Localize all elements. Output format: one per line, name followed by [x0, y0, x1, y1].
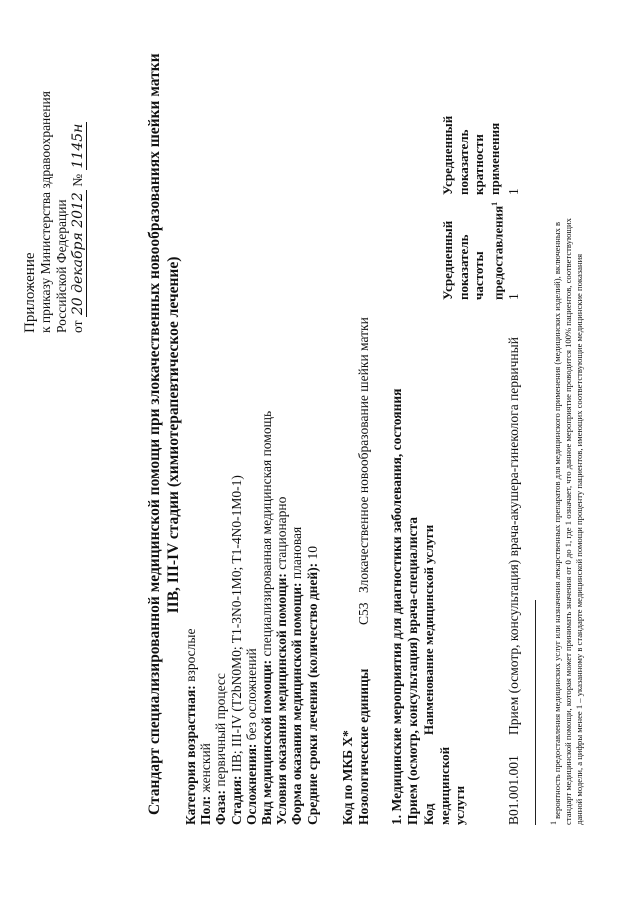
column-header-frequency: Усредненный показатель частоты предоставления$^1$: [440, 201, 505, 300]
section-title: 1. Медицинские мероприятия для диагностики заболевания, состояния: [389, 388, 404, 825]
param-row: Категория возрастная: взрослые: [183, 628, 198, 825]
service-multiplicity: 1: [506, 188, 521, 195]
footnote: $^1$ вероятность предоставления медицинских услуг или назначения лекарственных препаратов для медицинского применения (медицинских изделий), включенных в стандарт медицинской помощи, которая может принимать значения от 0 до 1, где 1 означает, что данное мероприятие проводится 100% пациентов, соответствующих данной модели, а цифры менее 1 – указанному в стандарте медицинской помощи проценту пациентов, имеющих соответствующие медицинские показания: [549, 218, 584, 825]
footnote-ref: 1: [489, 201, 499, 206]
appendix-header: [22, 91, 86, 333]
column-header-name: Наименование медицинской услуги: [421, 524, 436, 735]
icd-description: Злокачественное новообразование шейки матки: [356, 317, 371, 593]
standard-parameters: [183, 411, 320, 825]
param-row: Средние сроки лечения (количество дней): 10: [304, 545, 320, 825]
icd-header: Код по МКБ X*: [340, 730, 355, 825]
icd-block: [340, 317, 371, 825]
service-code: B01.001.001: [506, 755, 521, 825]
date-prefix: от: [70, 320, 85, 333]
handwritten-date: 20 декабря 2012: [70, 192, 86, 316]
standard-title: [145, 55, 183, 815]
appendix-federation-line: Российской Федерации: [54, 199, 69, 333]
param-row: Фаза: первичный процесс: [213, 673, 229, 825]
appendix-title: Приложение: [22, 252, 38, 333]
column-header-code: Код медицинской услуги: [421, 746, 467, 825]
param-row: Пол: женский: [198, 743, 214, 825]
footnote-divider: [535, 600, 536, 825]
service-name: Прием (осмотр, консультация) врача-акушера-гинеколога первичный: [506, 337, 521, 735]
param-row: Условия оказания медицинской помощи: стационарно: [274, 496, 290, 825]
service-frequency: 1: [506, 293, 521, 300]
appendix-order-line: к приказу Министерства здравоохранения: [38, 91, 53, 333]
title-line-2: IIB, III-IV стадии (химиотерапевтическое лечение): [165, 256, 182, 614]
icd-code: C53: [356, 602, 371, 625]
param-row: Форма оказания медицинской помощи: плановая: [289, 526, 305, 825]
column-header-multiplicity: Усредненный показатель кратности применения: [440, 115, 502, 195]
nosology-label: Нозологические единицы: [356, 668, 371, 825]
footnote-marker: 1: [549, 821, 558, 825]
param-row: Вид медицинской помощи: специализированная медицинская помощь: [259, 410, 275, 825]
param-row: Осложнения: без осложнений: [243, 648, 259, 825]
subsection-title: Прием (осмотр, консультация) врача-специалиста: [405, 516, 420, 825]
appendix-date-line: [70, 91, 86, 333]
handwritten-number: 1145н: [70, 123, 86, 169]
param-row: Стадия: IIB; III-IV (T2bN0M0; T1-3N0-1M0; T1-4N0-1M0-1): [228, 475, 244, 825]
title-line-1: Стандарт специализированной медицинской помощи при злокачественных новообразованиях шейки матки: [146, 53, 163, 815]
number-prefix: №: [70, 173, 85, 187]
